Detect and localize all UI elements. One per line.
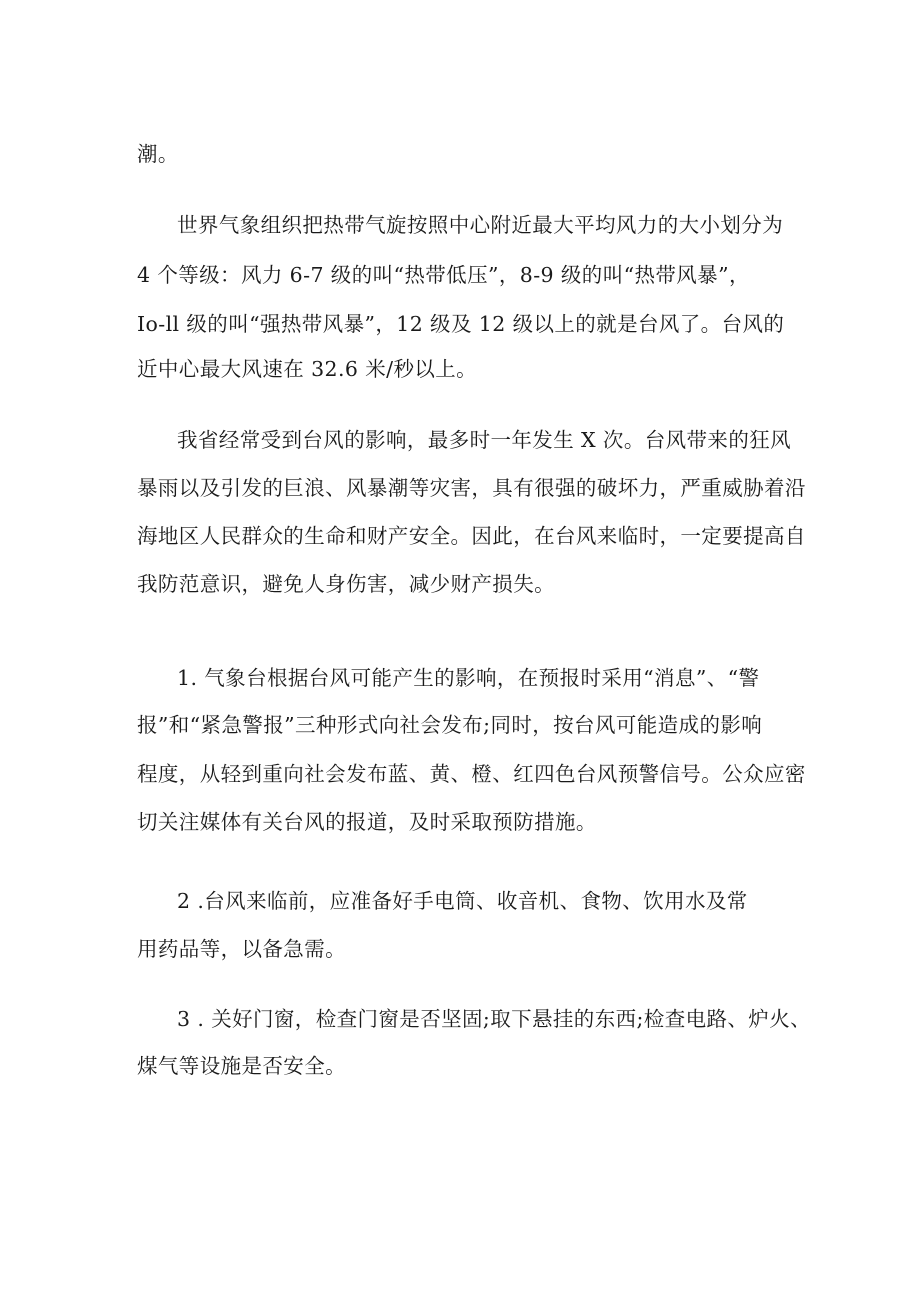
- text-line: 3 . 关好门窗，检查门窗是否坚固;取下悬挂的东西;检查电路、炉火、: [177, 1007, 812, 1031]
- text-line: 海地区人民群众的生命和财产安全。因此，在台风来临时，一定要提高自: [137, 524, 806, 548]
- text-line: 我省经常受到台风的影响，最多时一年发生 X 次。台风带来的狂风: [177, 428, 792, 452]
- text-line: 报”和“紧急警报”三种形式向社会发布;同时，按台风可能造成的影响: [137, 713, 763, 737]
- text-line: Io-ll 级的叫“强热带风暴”，12 级及 12 级以上的就是台风了。台风的: [137, 312, 785, 336]
- text-line: 我防范意识，避免人身伤害，减少财产损失。: [137, 572, 555, 596]
- text-line: 程度，从轻到重向社会发布蓝、黄、橙、红四色台风预警信号。公众应密: [137, 762, 806, 786]
- text-line: 潮。: [137, 142, 179, 166]
- text-line: 煤气等设施是否安全。: [137, 1054, 346, 1078]
- text-line: 暴雨以及引发的巨浪、风暴潮等灾害，具有很强的破坏力，严重威胁着沿: [137, 476, 806, 500]
- text-line: 近中心最大风速在 32.6 米/秒以上。: [137, 357, 478, 381]
- text-line: 1. 气象台根据台风可能产生的影响，在预报时采用“消息”、“警: [177, 666, 760, 690]
- text-line: 切关注媒体有关台风的报道，及时采取预防措施。: [137, 810, 597, 834]
- text-line: 用药品等，以备急需。: [137, 937, 346, 961]
- text-line: 世界气象组织把热带气旋按照中心附近最大平均风力的大小划分为: [177, 213, 784, 237]
- text-line: 2 .台风来临前，应准备好手电筒、收音机、食物、饮用水及常: [177, 889, 748, 913]
- text-line: 4 个等级：风力 6-7 级的叫“热带低压”，8-9 级的叫“热带风暴”，: [137, 263, 750, 287]
